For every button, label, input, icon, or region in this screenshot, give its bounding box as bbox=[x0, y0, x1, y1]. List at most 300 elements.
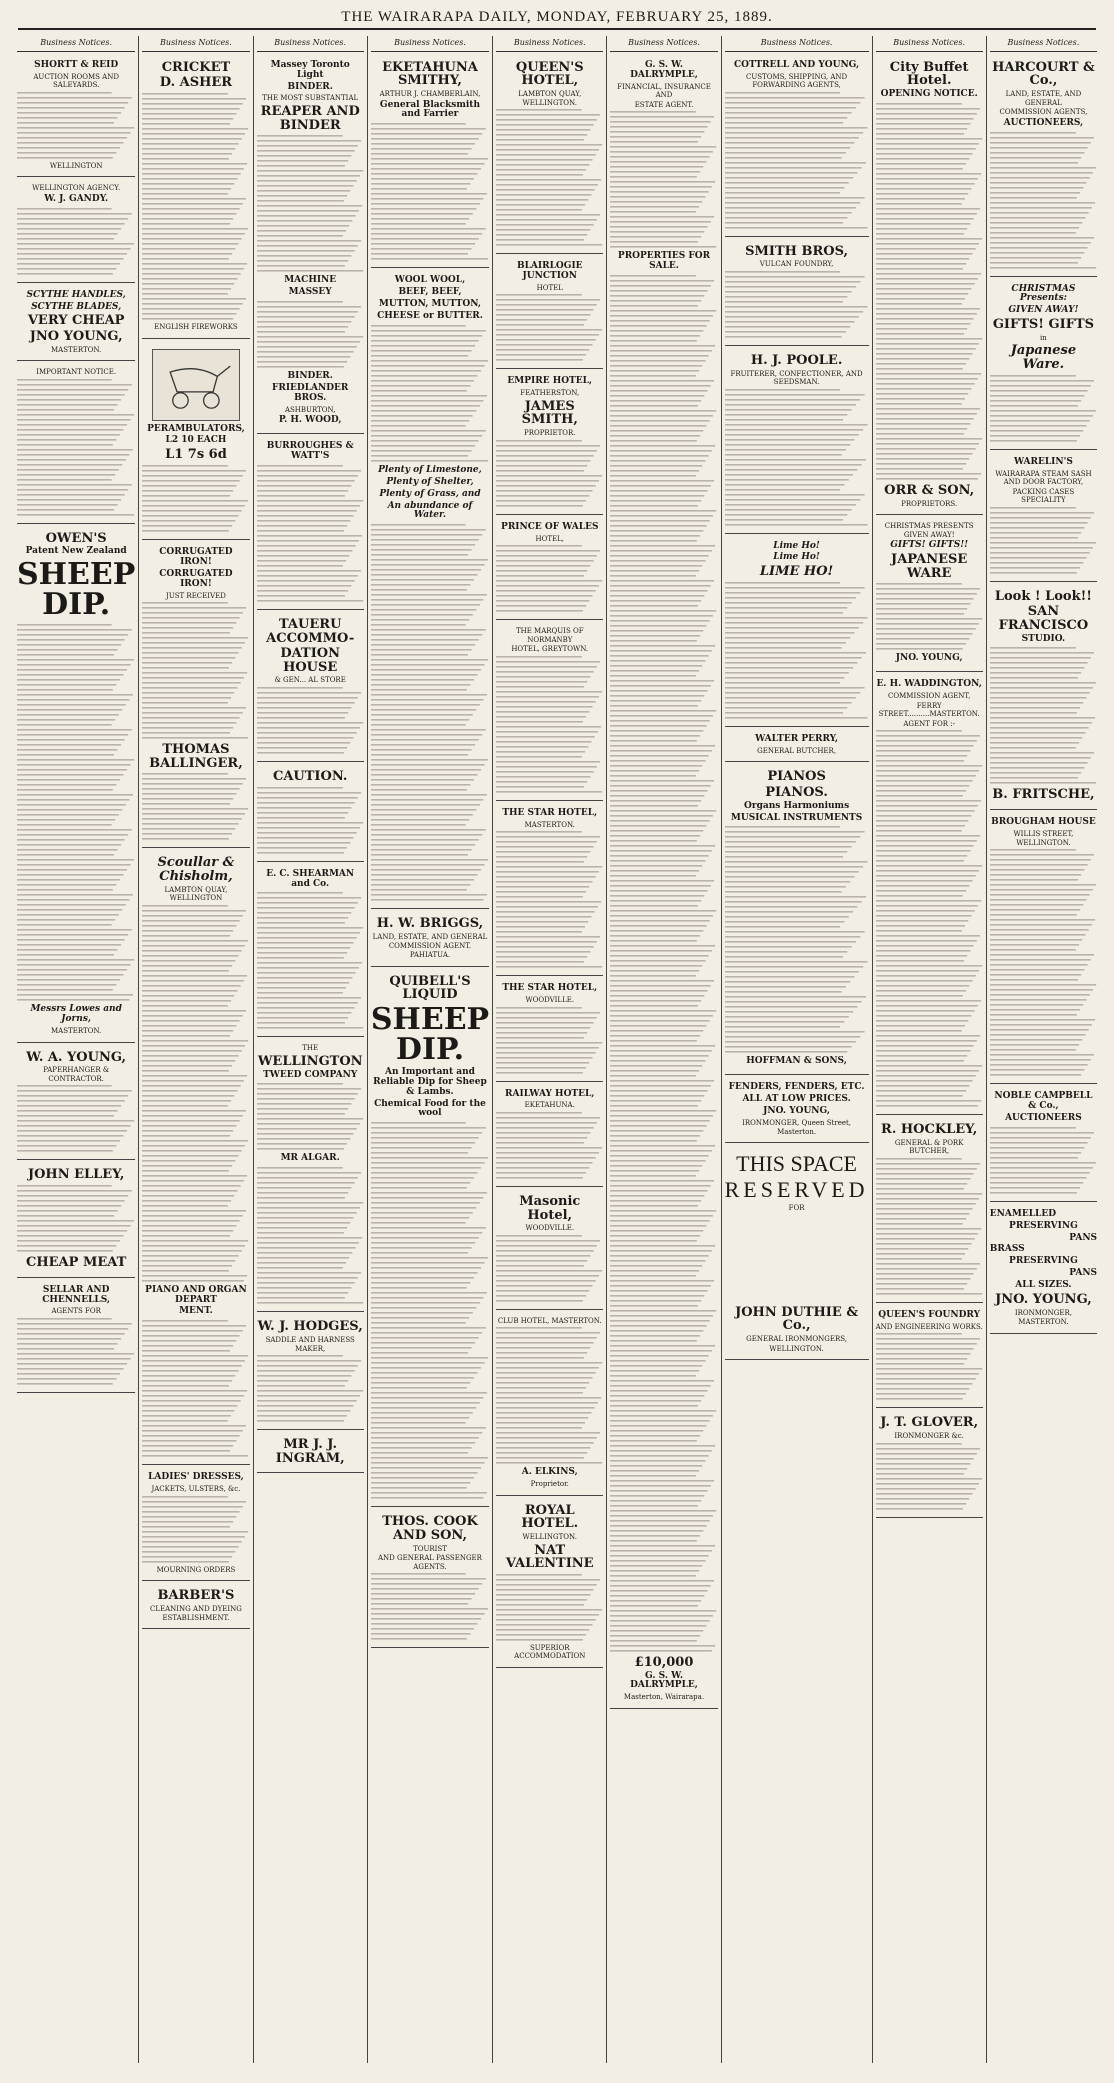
ad-subtitle-3: AUCTIONEERS, bbox=[1003, 117, 1084, 128]
ad-taueru bbox=[257, 613, 364, 762]
ad-subtitle-2: MUTTON, MUTTON, bbox=[378, 299, 482, 310]
ad-subtitle-3: MUSICAL INSTRUMENTS bbox=[730, 812, 863, 823]
ad-gifts-japanese bbox=[990, 280, 1097, 450]
ad-city-buffet bbox=[876, 56, 983, 515]
ad-barbers bbox=[142, 1584, 249, 1629]
column-2 bbox=[139, 36, 253, 2063]
ad-body bbox=[17, 378, 135, 518]
ad-subtitle: FINANCIAL, INSURANCE AND bbox=[617, 82, 711, 100]
ad-name: B. FRITSCHE, bbox=[992, 787, 1095, 803]
ad-title: BROUGHAM HOUSE bbox=[991, 817, 1096, 828]
ad-title: EMPIRE HOTEL, bbox=[507, 376, 593, 387]
ad-hj-poole bbox=[725, 349, 869, 534]
ad-title: THE MARQUIS OF NORMANBY bbox=[515, 627, 584, 644]
ad-subtitle: GENERAL IRONMONGERS, bbox=[746, 1335, 847, 1344]
ad-body bbox=[142, 601, 249, 741]
ad-brougham-house bbox=[990, 813, 1097, 1084]
column-heading: Business Notices. bbox=[371, 36, 489, 52]
ad-san-francisco-studio bbox=[990, 585, 1097, 810]
ad-line-5: PRESERVING bbox=[1009, 1256, 1078, 1267]
ad-subtitle: FEATHERSTON, bbox=[520, 389, 580, 398]
ad-notice-2: RESERVED bbox=[724, 1177, 869, 1203]
ad-club-hotel bbox=[496, 1313, 603, 1496]
ad-body bbox=[610, 110, 717, 250]
ad-subtitle: FRUITERER, CONFECTIONER, AND SEEDSMAN. bbox=[730, 369, 863, 387]
ad-subtitle: LAMBTON QUAY, WELLINGTON bbox=[164, 885, 228, 903]
ad-body bbox=[17, 1184, 135, 1254]
ad-body bbox=[496, 108, 603, 248]
ad-town: WELLINGTON bbox=[49, 161, 103, 170]
ad-name: THOS. COOK AND SON, bbox=[382, 1514, 478, 1543]
ad-title: LADIES' DRESSES, bbox=[148, 1472, 244, 1483]
ad-body-2 bbox=[257, 300, 364, 370]
ad-hodges bbox=[257, 1315, 364, 1430]
ad-pianos bbox=[725, 765, 869, 1075]
ad-title: H. J. POOLE. bbox=[750, 352, 843, 368]
ad-line-1: CHRISTMAS Presents: bbox=[1011, 283, 1076, 304]
column-6 bbox=[607, 36, 721, 2063]
ad-line-5: Japanese Ware. bbox=[1010, 343, 1077, 372]
ad-waddington bbox=[876, 675, 983, 1115]
ad-line-3: LIME HO! bbox=[759, 564, 834, 580]
ad-name: D. ASHER bbox=[159, 75, 233, 91]
ad-owens-sheep-dip bbox=[17, 527, 135, 1043]
ad-body bbox=[371, 1121, 489, 1501]
ad-town: Masterton, Wairarapa. bbox=[623, 1693, 705, 1702]
ad-name: W. J. HODGES, bbox=[257, 1319, 363, 1335]
ad-price: L2 10 EACH bbox=[165, 435, 227, 446]
ad-title: QUIBELL'S LIQUID bbox=[389, 973, 471, 1003]
ad-title: CRICKET bbox=[161, 59, 231, 75]
ad-name: JAMES SMITH, bbox=[521, 398, 578, 428]
ad-subtitle: HOTEL, bbox=[535, 534, 564, 543]
ad-binder: BINDER. bbox=[287, 371, 333, 382]
ad-proprietors: PROPRIETORS. bbox=[901, 499, 958, 508]
ad-title: City Buffet Hotel. bbox=[889, 59, 969, 89]
ad-subtitle: PIANOS. bbox=[765, 785, 828, 801]
ad-body bbox=[496, 1006, 603, 1076]
ad-subtitle: STUDIO. bbox=[1021, 633, 1066, 644]
ad-subtitle: Proprietor. bbox=[530, 1480, 569, 1489]
ad-subtitle: BINDER. bbox=[287, 81, 333, 92]
ad-subtitle-3: CHEESE or BUTTER. bbox=[377, 311, 483, 322]
ad-title: WOOL WOOL, bbox=[394, 275, 466, 286]
ad-subtitle: SADDLE AND HARNESS MAKER, bbox=[265, 1336, 355, 1353]
ad-subtitle: LAMBTON QUAY, WELLINGTON. bbox=[518, 90, 582, 107]
ad-subtitle: AUCTIONEERS bbox=[1005, 1112, 1082, 1123]
ad-subtitle-2: PROPRIETOR. bbox=[524, 429, 576, 438]
ad-name: ORR & SON, bbox=[884, 482, 975, 498]
ad-title: SHORTT & REID bbox=[34, 59, 119, 70]
ad-queens-foundry bbox=[876, 1306, 983, 1408]
ad-subtitle: BEEF, BEEF, bbox=[398, 287, 462, 298]
ad-line-2: GIFTS! GIFTS!! bbox=[890, 540, 969, 551]
ad-title: CAUTION. bbox=[272, 768, 348, 784]
ad-title: RAILWAY HOTEL, bbox=[505, 1088, 595, 1099]
ad-ingram bbox=[257, 1433, 364, 1473]
ad-body bbox=[17, 623, 135, 1003]
ad-body bbox=[142, 92, 249, 322]
ad-body bbox=[990, 1126, 1097, 1196]
ad-subtitle-2: Organs Harmoniums bbox=[744, 800, 850, 811]
ad-body bbox=[371, 122, 489, 262]
ad-subtitle: HOTEL bbox=[536, 283, 563, 292]
ad-line-3: GIFTS! GIFTS bbox=[992, 317, 1095, 333]
ad-town: MASTERTON. bbox=[51, 1027, 102, 1036]
ad-name: W. J. GANDY. bbox=[44, 193, 109, 204]
ad-body bbox=[257, 891, 364, 1031]
ad-line-7: ALL SIZES. bbox=[1015, 1280, 1072, 1291]
ad-headline: SHEEP DIP. bbox=[17, 557, 136, 623]
ad-wool-beef bbox=[371, 271, 489, 909]
ad-line-1: Plenty of Limestone, bbox=[378, 464, 482, 475]
ad-star-hotel-woodville bbox=[496, 979, 603, 1081]
ad-line-6: PANS bbox=[1069, 1268, 1098, 1279]
ad-body bbox=[990, 646, 1097, 786]
ad-subtitle: WAIRARAPA STEAM SASH AND DOOR FACTORY, bbox=[995, 469, 1092, 487]
ad-body bbox=[142, 904, 249, 1284]
ad-title: Massey Toronto Light bbox=[270, 59, 350, 80]
ad-title: QUEEN'S FOUNDRY bbox=[878, 1309, 981, 1320]
ad-title: QUEEN'S HOTEL, bbox=[515, 59, 584, 89]
ad-subtitle: LAND, ESTATE, AND GENERAL COMMISSION AGENT. bbox=[372, 933, 488, 950]
ad-body bbox=[990, 506, 1097, 576]
ad-subtitle: AGENTS FOR bbox=[51, 1307, 101, 1316]
ad-name: WALTER PERRY, bbox=[755, 734, 839, 744]
ad-body bbox=[257, 1082, 364, 1152]
ad-subtitle: HOTEL, GREYTOWN. bbox=[511, 645, 589, 654]
ad-railway-hotel bbox=[496, 1085, 603, 1187]
ad-hockley bbox=[876, 1118, 983, 1303]
ad-title: THE bbox=[302, 1044, 319, 1053]
ad-royal-hotel bbox=[496, 1499, 603, 1668]
ad-title: IMPORTANT NOTICE. bbox=[36, 368, 117, 377]
ad-perambulators bbox=[142, 342, 249, 540]
ad-line: Look ! Look!! bbox=[994, 588, 1092, 604]
ad-subtitle-2: TWEED COMPANY bbox=[263, 1069, 358, 1080]
ad-subtitle-2: PACKING CASES SPECIALITY bbox=[1012, 487, 1075, 505]
ad-town: ASHBURTON, bbox=[284, 405, 336, 414]
ad-body bbox=[725, 581, 869, 721]
ad-subtitle: WOODVILLE. bbox=[525, 995, 575, 1004]
perambulator-illustration bbox=[152, 349, 240, 421]
ad-body bbox=[725, 825, 869, 1055]
ad-subtitle: IRONMONGER, bbox=[1014, 1308, 1072, 1317]
ad-title: OWEN'S bbox=[45, 530, 107, 546]
ad-queens-hotel bbox=[496, 56, 603, 254]
ad-body bbox=[496, 544, 603, 614]
column-8 bbox=[873, 36, 987, 2063]
ad-subtitle: OPENING NOTICE. bbox=[880, 89, 978, 100]
ad-title: Masonic Hotel, bbox=[519, 1193, 581, 1223]
column-heading: Business Notices. bbox=[17, 36, 135, 52]
ad-body bbox=[257, 464, 364, 604]
ad-masonic-hotel bbox=[496, 1190, 603, 1310]
ad-body bbox=[496, 1234, 603, 1304]
ad-body bbox=[17, 91, 135, 161]
ad-line: CHEAP MEAT bbox=[26, 1254, 127, 1270]
ad-smith-bros bbox=[725, 240, 869, 346]
ad-subtitle-2: ESTATE AGENT. bbox=[634, 100, 694, 109]
masthead: THE WAIRARAPA DAILY, MONDAY, FEBRUARY 25, 1889. bbox=[18, 6, 1096, 30]
ad-body bbox=[371, 1572, 489, 1642]
ad-body bbox=[257, 1354, 364, 1424]
ad-body bbox=[257, 686, 364, 756]
ad-subtitle: VULCAN FOUNDRY, bbox=[759, 260, 834, 269]
ad-title: COTTRELL AND YOUNG, bbox=[733, 59, 860, 70]
ad-notice-1: THIS SPACE bbox=[736, 1151, 857, 1177]
ad-body bbox=[990, 374, 1097, 444]
ad-notice-3: FOR bbox=[788, 1204, 805, 1213]
ad-body-2 bbox=[142, 1319, 249, 1459]
ad-line: PIANO AND ORGAN DEPART bbox=[145, 1284, 247, 1305]
ad-body bbox=[876, 729, 983, 1109]
ad-title: CLUB HOTEL, MASTERTON. bbox=[497, 1316, 602, 1325]
ad-line: THE MOST SUBSTANTIAL bbox=[262, 94, 359, 103]
ad-empire-hotel bbox=[496, 372, 603, 514]
ad-body bbox=[257, 786, 364, 856]
ad-line-2: MENT. bbox=[179, 1306, 213, 1317]
ad-name: J. T. GLOVER, bbox=[880, 1415, 979, 1431]
ad-properties-list bbox=[610, 274, 717, 1654]
ad-subtitle: WELLINGTON. bbox=[522, 1532, 577, 1541]
ad-subtitle: GENERAL BUTCHER, bbox=[757, 746, 837, 755]
ad-name: W. A. YOUNG, bbox=[26, 1049, 127, 1065]
column-heading: Business Notices. bbox=[257, 36, 364, 52]
ad-line-3: PANS bbox=[1069, 1232, 1098, 1243]
column-5 bbox=[493, 36, 607, 2063]
column-heading: Business Notices. bbox=[876, 36, 983, 52]
ad-subtitle: EKETAHUNA. bbox=[524, 1101, 575, 1110]
ad-title: HARCOURT & Co., bbox=[992, 59, 1095, 89]
ad-name: JNO. YOUNG, bbox=[763, 1106, 831, 1117]
ad-john-elley bbox=[17, 1163, 135, 1277]
ad-name: R. HOCKLEY, bbox=[881, 1122, 978, 1138]
ad-name: NAT VALENTINE bbox=[505, 1542, 594, 1572]
ad-name: G. S. W. DALRYMPLE, bbox=[630, 1670, 698, 1691]
column-1 bbox=[14, 36, 139, 2063]
column-heading: Business Notices. bbox=[725, 36, 869, 52]
ad-subtitle: TOURIST bbox=[413, 1544, 447, 1553]
ad-title: WELLINGTON AGENCY. bbox=[32, 184, 121, 193]
ad-body bbox=[17, 207, 135, 277]
ad-subtitle: WOODVILLE. bbox=[525, 1224, 575, 1233]
ad-subtitle-2: Chemical Food for the wool bbox=[374, 1098, 486, 1119]
ad-subtitle: CLEANING AND DYEING ESTABLISHMENT. bbox=[150, 1604, 242, 1622]
ad-subtitle: IRONMONGER &c. bbox=[894, 1432, 964, 1440]
ad-title: SMITH BROS, bbox=[745, 243, 849, 259]
ad-dalrymple bbox=[610, 56, 717, 1709]
ad-line-1: Lime Ho! bbox=[773, 540, 820, 551]
ad-town: WELLINGTON. bbox=[769, 1344, 824, 1353]
ad-title: THE STAR HOTEL, bbox=[502, 983, 598, 994]
ad-title: WARELIN'S bbox=[1013, 456, 1073, 467]
ad-cricket bbox=[142, 56, 249, 339]
ad-wellington-tweed bbox=[257, 1040, 364, 1312]
ad-body-2 bbox=[142, 772, 249, 842]
ad-warelins bbox=[990, 453, 1097, 582]
ad-agent: FRIEDLANDER BROS. bbox=[271, 382, 349, 403]
ad-name: E. C. SHEARMAN and Co. bbox=[266, 868, 355, 889]
ad-scoullar-chisholm bbox=[142, 851, 249, 1465]
column-9 bbox=[987, 36, 1100, 2063]
ad-title: TAUERU ACCOMMO- bbox=[266, 616, 355, 646]
ad-subtitle: CUSTOMS, SHIPPING, AND FORWARDING AGENTS, bbox=[745, 72, 848, 90]
ad-body bbox=[725, 388, 869, 528]
ad-massey-binder bbox=[257, 56, 364, 434]
ad-thos-cook bbox=[371, 1510, 489, 1648]
ad-name: MR J. J. INGRAM, bbox=[275, 1437, 345, 1466]
ad-wa-young bbox=[17, 1046, 135, 1161]
ad-marquis-normanby bbox=[496, 623, 603, 801]
column-heading: Business Notices. bbox=[610, 36, 717, 52]
ad-subtitle: CORRUGATED IRON! bbox=[159, 568, 233, 589]
ad-title: ROYAL HOTEL. bbox=[521, 1502, 579, 1532]
ad-space-reserved bbox=[725, 1146, 869, 1360]
ad-name: H. W. BRIGGS, bbox=[376, 916, 484, 932]
ad-name: JOHN ELLEY, bbox=[27, 1167, 125, 1183]
ad-line-4: in bbox=[1040, 333, 1047, 342]
ad-body bbox=[725, 91, 869, 231]
column-7 bbox=[722, 36, 873, 2063]
column-heading: Business Notices. bbox=[496, 36, 603, 52]
ad-walter-perry bbox=[725, 730, 869, 762]
ad-town: IRONMONGER, Queen Street, Masterton. bbox=[742, 1119, 852, 1136]
ad-body bbox=[257, 134, 364, 274]
ad-glover bbox=[876, 1411, 983, 1517]
ad-line: JUST RECEIVED bbox=[166, 591, 226, 600]
ad-subtitle: LAND, ESTATE, AND GENERAL bbox=[1005, 90, 1082, 107]
ad-eketahuna-smithy bbox=[371, 56, 489, 269]
ad-prince-of-wales bbox=[496, 518, 603, 620]
ad-subtitle-2: COMMISSION AGENTS, bbox=[999, 108, 1088, 117]
ad-town: MASTERTON. bbox=[51, 345, 102, 354]
ad-body bbox=[496, 1573, 603, 1643]
ad-name: MR ALGAR. bbox=[280, 1153, 340, 1164]
ad-shortt-reid bbox=[17, 56, 135, 177]
ad-scythe bbox=[17, 286, 135, 362]
ad-subtitle-2: & GEN... AL STORE bbox=[274, 676, 346, 685]
ad-burroughes-watt bbox=[257, 437, 364, 610]
ad-line: FENDERS, FENDERS, ETC. bbox=[728, 1082, 865, 1093]
ad-town: WILLIS STREET, WELLINGTON. bbox=[1013, 830, 1074, 847]
ad-body-2 bbox=[257, 1166, 364, 1306]
ad-title: PRINCE OF WALES bbox=[501, 521, 599, 532]
ad-fenders bbox=[725, 1078, 869, 1143]
ad-name: E. H. WADDINGTON, bbox=[876, 679, 982, 690]
ad-town: PAHIATUA. bbox=[409, 951, 451, 960]
ad-body bbox=[142, 464, 249, 534]
ad-title: BURROUGHES & WATT'S bbox=[266, 441, 354, 461]
ad-title: THE STAR HOTEL, bbox=[502, 807, 598, 818]
ad-body bbox=[990, 848, 1097, 1078]
ad-title: BLAIRLOGIE JUNCTION bbox=[516, 261, 583, 281]
ad-body bbox=[17, 1084, 135, 1154]
ad-line-2: PRESERVING bbox=[1009, 1220, 1078, 1231]
ad-town: MASTERTON. bbox=[524, 820, 575, 829]
ad-town: MASTERTON. bbox=[1018, 1318, 1069, 1327]
ad-line-1: ENAMELLED bbox=[989, 1208, 1057, 1219]
ad-name: JNO YOUNG, bbox=[29, 329, 123, 345]
ad-subtitle: General Blacksmith and Farrier bbox=[379, 99, 481, 120]
pram-icon bbox=[153, 350, 239, 420]
ad-body bbox=[876, 1332, 983, 1402]
ad-name: JOHN DUTHIE & Co., bbox=[735, 1304, 859, 1334]
ad-properties: PROPERTIES FOR SALE. bbox=[617, 251, 711, 272]
columns bbox=[14, 36, 1100, 2063]
ad-body bbox=[496, 1111, 603, 1181]
ad-subtitle: WELLINGTON bbox=[257, 1053, 363, 1069]
ad-caution bbox=[257, 765, 364, 862]
ad-gandy bbox=[17, 180, 135, 282]
ad-title: PIANOS bbox=[767, 769, 826, 785]
ad-body bbox=[142, 1495, 249, 1565]
ad-notice: MOURNING ORDERS bbox=[156, 1565, 236, 1574]
ad-price-2: L1 7s 6d bbox=[165, 447, 227, 463]
ad-body bbox=[876, 582, 983, 652]
ad-ladies-dresses bbox=[142, 1468, 249, 1581]
ad-title: SCYTHE HANDLES, bbox=[26, 289, 126, 300]
ad-body bbox=[990, 131, 1097, 271]
ad-title: SAN FRANCISCO bbox=[998, 604, 1089, 633]
ad-harcourt bbox=[990, 56, 1097, 277]
ad-name: ARTHUR J. CHAMBERLAIN, bbox=[379, 90, 481, 99]
ad-subtitle: SCYTHE BLADES, bbox=[31, 301, 122, 312]
ad-headline: SHEEP DIP. bbox=[370, 1001, 490, 1067]
ad-town: FERRY STREET..........MASTERTON. bbox=[878, 701, 980, 719]
ad-line-2: Lime Ho! bbox=[773, 552, 820, 563]
ad-title: SELLAR AND CHENNELLS, bbox=[42, 1284, 111, 1305]
ad-subtitle: Patent New Zealand bbox=[25, 546, 127, 557]
ad-name: THOMAS BALLINGER, bbox=[149, 742, 243, 771]
ad-title: CORRUGATED IRON! bbox=[159, 546, 233, 567]
ad-blairlogie bbox=[496, 257, 603, 369]
ad-subtitle: GENERAL & PORK BUTCHER, bbox=[894, 1138, 964, 1156]
ad-body bbox=[496, 1326, 603, 1466]
ad-important-notice bbox=[17, 364, 135, 524]
ad-lime bbox=[725, 537, 869, 727]
ad-title: Scoullar & Chisholm, bbox=[157, 855, 235, 884]
ad-body bbox=[876, 1157, 983, 1297]
ad-quibells-dip bbox=[371, 970, 489, 1508]
ad-body bbox=[496, 655, 603, 795]
ad-body bbox=[725, 270, 869, 340]
ad-body bbox=[496, 830, 603, 970]
ad-line: CHRISTMAS PRESENTS GIVEN AWAY! bbox=[884, 522, 974, 539]
ad-name: NOBLE CAMPBELL & Co., bbox=[994, 1091, 1093, 1111]
ad-name: A. ELKINS, bbox=[521, 1467, 578, 1478]
ad-line: VERY CHEAP bbox=[27, 313, 125, 329]
ad-body bbox=[17, 1317, 135, 1387]
column-3 bbox=[254, 36, 368, 2063]
ad-subtitle: JACKETS, ULSTERS, &c. bbox=[151, 1485, 241, 1494]
ad-line-4: BRASS bbox=[989, 1244, 1025, 1255]
ad-line-3: Plenty of Grass, and bbox=[379, 488, 481, 499]
ad-amount: £10,000 bbox=[634, 1654, 694, 1670]
ad-briggs bbox=[371, 912, 489, 966]
ad-line-2: Plenty of Shelter, bbox=[386, 476, 474, 487]
ad-shearman bbox=[257, 865, 364, 1038]
ad-subtitle: An Important and Reliable Dip for Sheep & Lambs. bbox=[373, 1066, 487, 1097]
ad-subtitle: ALL AT LOW PRICES. bbox=[742, 1094, 851, 1105]
ad-headline: REAPER AND BINDER bbox=[260, 103, 360, 133]
ad-body-2 bbox=[371, 523, 489, 903]
ad-body bbox=[496, 439, 603, 509]
ad-agents: Messrs Lowes and Jorns, bbox=[30, 1004, 122, 1025]
column-4 bbox=[368, 36, 493, 2063]
ad-subtitle: COMMISSION AGENT, bbox=[888, 692, 971, 701]
ad-noble-campbell bbox=[990, 1087, 1097, 1202]
